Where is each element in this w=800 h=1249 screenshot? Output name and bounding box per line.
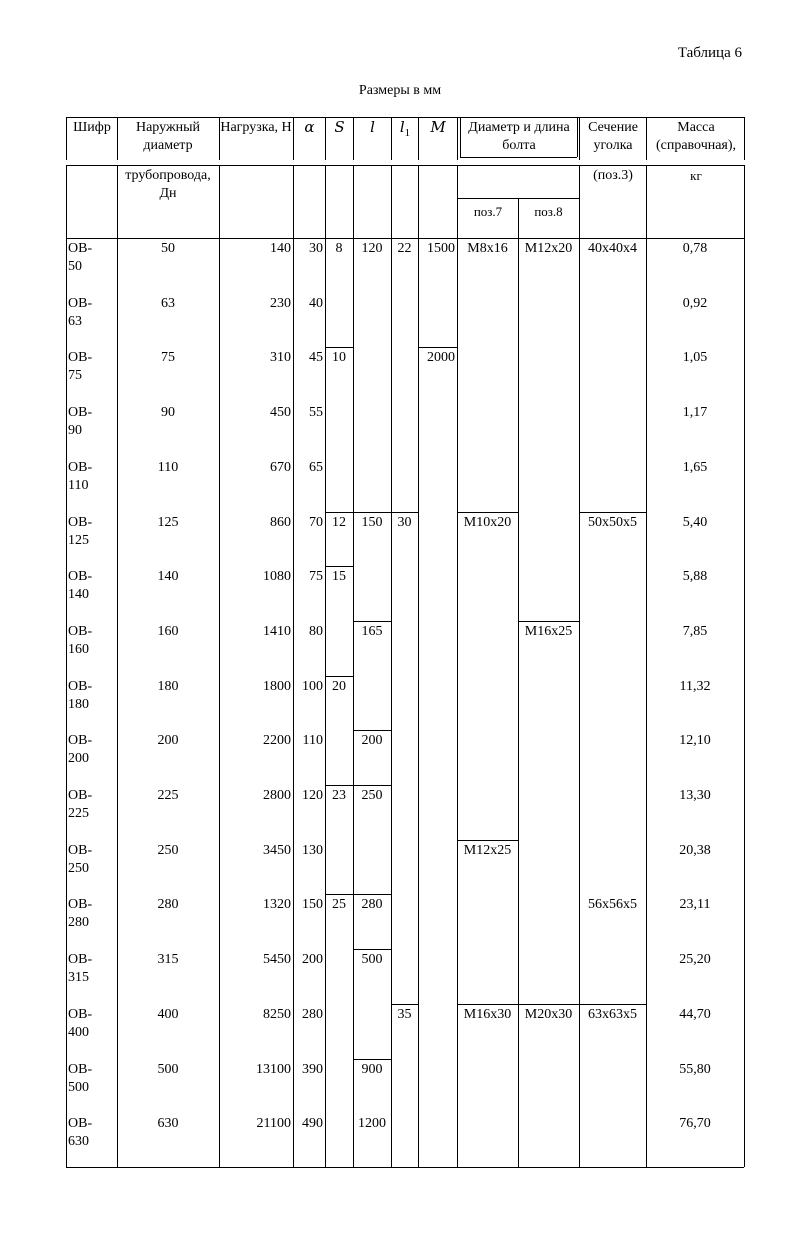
cell-alpha: 110 [302,733,323,749]
code-prefix: ОВ- [68,952,93,968]
cell-code [68,1006,114,1042]
p8-group [518,1004,579,1005]
header-l: l [370,118,375,136]
body-col [457,165,458,1167]
cell-load: 1320 [263,897,291,913]
cell-alpha: 200 [302,952,323,968]
body-col [391,165,392,1167]
s-group [325,785,353,786]
cell-code [68,295,114,331]
s-group [325,676,353,677]
cell-l1: 35 [397,1006,412,1022]
units-caption: Размеры в мм [358,83,442,98]
cell-l: 250 [361,788,383,803]
cell-code [68,951,114,987]
cell-mass: 11,32 [679,678,711,694]
code-prefix: ОВ- [68,733,93,749]
code-number: 630 [68,1134,89,1150]
cell-alpha: 65 [309,459,323,475]
code-prefix: ОВ- [68,405,93,421]
cell-s: 10 [332,350,346,366]
code-number: 140 [68,587,89,603]
l-group [353,1059,391,1060]
cell-s: 23 [332,788,346,803]
body-col [418,165,419,1167]
code-number: 90 [68,423,82,439]
cell-d: 250 [157,842,179,858]
cell-code [68,240,114,276]
cell-alpha: 45 [309,350,323,366]
angle-group [579,1004,646,1005]
cell-mass: 44,70 [679,1006,711,1022]
cell-code [68,349,114,385]
cell-d: 200 [157,733,179,749]
header1-col [293,117,294,160]
cell-load: 230 [270,295,291,311]
p7-group [457,512,518,513]
bolt-box-bottom [460,157,577,158]
cell-angle: 63х63х5 [588,1006,637,1022]
cell-load: 450 [270,405,291,421]
cell-mass: 7,85 [682,623,708,639]
cell-alpha: 490 [302,1116,323,1132]
code-number: 400 [68,1024,89,1040]
cell-load: 1080 [263,569,291,585]
header-outer-diameter: Наружный диаметр [135,120,201,153]
header1-col [418,117,419,160]
cell-code [68,404,114,440]
header-l1 [392,118,418,142]
header1-col [66,117,67,160]
header-angle-cont: (поз.3) [593,168,633,183]
l-group [353,894,391,895]
header-angle: Сечение уголка [588,120,638,153]
cell-alpha: 120 [302,788,323,803]
header1-col [117,117,118,160]
p7-group [457,840,518,841]
cell-m: 2000 [427,350,455,366]
s-group [325,566,353,567]
header-l1-sub: 1 [404,126,411,139]
header1-col [325,117,326,160]
body-col [646,165,647,1167]
code-number: 280 [68,915,89,931]
cell-p7: М8х16 [467,241,508,256]
code-number: 180 [68,696,89,712]
cell-alpha: 30 [309,241,323,256]
cell-mass: 5,88 [682,569,708,585]
cell-d: 90 [161,405,175,421]
cell-code [68,732,114,768]
code-number: 250 [68,860,89,876]
cell-code [68,787,114,823]
code-number: 110 [68,477,89,493]
header-pos7: поз.7 [473,204,503,219]
cell-d: 630 [157,1116,179,1132]
cell-s: 20 [332,678,346,694]
code-number: 63 [68,313,82,329]
cell-s: 25 [332,897,346,913]
l1-group [391,512,418,513]
cell-mass: 12,10 [679,733,711,749]
cell-l: 165 [361,623,383,639]
pos-divider [518,198,519,1167]
code-prefix: ОВ- [68,897,93,913]
body-col [353,165,354,1167]
cell-p7: М12х25 [463,842,512,858]
s-group [325,347,353,348]
cell-load: 1410 [263,623,291,639]
code-prefix: ОВ- [68,842,93,858]
code-prefix: ОВ- [68,569,93,585]
cell-alpha: 100 [302,678,323,694]
cell-l: 120 [361,241,383,256]
code-prefix: ОВ- [68,1116,93,1132]
cell-code [68,514,114,550]
cell-angle: 56х56х5 [588,897,637,913]
body-col [66,165,67,1167]
cell-mass: 0,78 [682,241,708,256]
header2-top [66,165,744,166]
code-prefix: ОВ- [68,788,93,803]
cell-d: 180 [157,678,179,694]
cell-load: 310 [270,350,291,366]
cell-l: 280 [361,897,383,913]
cell-d: 315 [157,952,179,968]
header1-col [646,117,647,160]
cell-code [68,568,114,604]
cell-load: 21100 [256,1116,291,1132]
cell-d: 75 [161,350,175,366]
cell-load: 140 [270,241,291,256]
cell-l: 150 [361,514,383,530]
cell-p8: М16х25 [524,623,573,639]
cell-code [68,678,114,714]
cell-code [68,1061,114,1097]
cell-mass: 1,05 [682,350,708,366]
cell-mass: 55,80 [679,1061,711,1077]
cell-mass: 1,65 [682,459,708,475]
code-number: 125 [68,532,89,548]
cell-mass: 25,20 [679,952,711,968]
cell-d: 50 [161,241,175,256]
cell-load: 3450 [263,842,291,858]
cell-alpha: 70 [309,514,323,530]
header1-col [457,117,458,160]
code-prefix: ОВ- [68,350,93,366]
cell-d: 500 [157,1061,179,1077]
cell-p7: М10х20 [463,514,512,530]
body-col [744,165,745,1167]
cell-l: 500 [361,952,383,968]
header-bolt: Диаметр и длина болта [468,120,570,153]
header1-col [353,117,354,160]
header1-top [66,117,744,118]
cell-d: 160 [157,623,179,639]
code-number: 500 [68,1079,89,1095]
code-prefix: ОВ- [68,295,93,311]
cell-l: 1200 [358,1116,386,1132]
header-s: S [334,118,345,136]
cell-d: 225 [157,788,179,803]
cell-mass: 5,40 [682,514,708,530]
body-col [219,165,220,1167]
code-number: 225 [68,806,89,821]
cell-load: 5450 [263,952,291,968]
cell-mass: 13,30 [679,788,711,803]
code-number: 75 [68,368,82,384]
bolt-box-left [460,117,461,157]
cell-load: 2200 [263,733,291,749]
code-prefix: ОВ- [68,241,93,256]
cell-d: 125 [157,514,179,530]
l-group [353,512,391,513]
cell-alpha: 150 [302,897,323,913]
cell-d: 140 [157,569,179,585]
header-load: Нагрузка, Н [220,120,292,135]
code-number: 315 [68,970,89,986]
cell-code [68,623,114,659]
body-bottom [66,1167,744,1168]
code-prefix: ОВ- [68,623,93,639]
header1-col [219,117,220,160]
header-outer-diameter-cont: трубопровода, Дн [125,168,211,201]
cell-mass: 0,92 [682,295,708,311]
cell-l: 900 [361,1061,383,1077]
cell-alpha: 280 [302,1006,323,1022]
l-group [353,949,391,950]
cell-p8: М20х30 [524,1006,573,1022]
cell-alpha: 130 [302,842,323,858]
code-number: 50 [68,259,82,274]
header-mass: Масса (справочная), [655,120,737,153]
cell-code [68,842,114,878]
cell-d: 280 [157,897,179,913]
cell-p8: М12х20 [524,241,573,256]
code-prefix: ОВ- [68,678,93,694]
body-col [293,165,294,1167]
code-number: 200 [68,751,89,767]
cell-alpha: 80 [309,623,323,639]
cell-s: 12 [332,514,346,530]
cell-angle: 50х50х5 [588,514,637,530]
header-mass-cont: кг [690,168,702,183]
s-group [325,894,353,895]
p7-group [457,1004,518,1005]
cell-mass: 23,11 [679,897,711,913]
header-alpha: α [304,118,315,136]
body-col [325,165,326,1167]
cell-s: 8 [335,241,343,256]
cell-alpha: 55 [309,405,323,421]
p8-group [518,621,579,622]
body-col [117,165,118,1167]
cell-d: 63 [161,295,175,311]
code-prefix: ОВ- [68,1006,93,1022]
l-group [353,785,391,786]
body-col [579,165,580,1167]
cell-load: 670 [270,459,291,475]
code-prefix: ОВ- [68,514,93,530]
code-prefix: ОВ- [68,459,93,475]
cell-load: 8250 [263,1006,291,1022]
cell-l1: 22 [397,241,412,256]
cell-alpha: 390 [302,1061,323,1077]
header-m: M [430,118,446,136]
s-group [325,512,353,513]
cell-d: 110 [157,459,179,475]
cell-mass: 1,17 [682,405,708,421]
cell-code [68,896,114,932]
cell-angle: 40х40х4 [588,241,637,256]
header1-col [744,117,745,160]
cell-s: 15 [332,569,346,585]
header-pos8: поз.8 [534,204,563,219]
cell-m: 1500 [427,241,455,256]
cell-d: 400 [157,1006,179,1022]
cell-alpha: 40 [309,295,323,311]
m-group [418,347,457,348]
code-number: 160 [68,641,89,657]
cell-p7: М16х30 [463,1006,512,1022]
code-prefix: ОВ- [68,1061,93,1077]
cell-load: 860 [270,514,291,530]
cell-alpha: 75 [309,569,323,585]
cell-l1: 30 [397,514,412,530]
l-group [353,621,391,622]
angle-group [579,512,646,513]
header-code: Шифр [73,120,111,135]
header1-col [391,117,392,160]
cell-load: 2800 [263,788,291,803]
cell-l: 200 [361,733,383,749]
cell-code [68,459,114,495]
cell-mass: 76,70 [679,1116,711,1132]
cell-load: 1800 [263,678,291,694]
cell-mass: 20,38 [679,842,711,858]
bolt-box-right [577,117,578,157]
header1-col [579,117,580,160]
header-l1-main: l [399,118,405,136]
cell-load: 13100 [256,1061,291,1077]
l1-group [391,1004,418,1005]
body-top [66,238,744,239]
table-caption: Таблица 6 [677,45,742,61]
cell-code [68,1115,114,1151]
l-group [353,730,391,731]
